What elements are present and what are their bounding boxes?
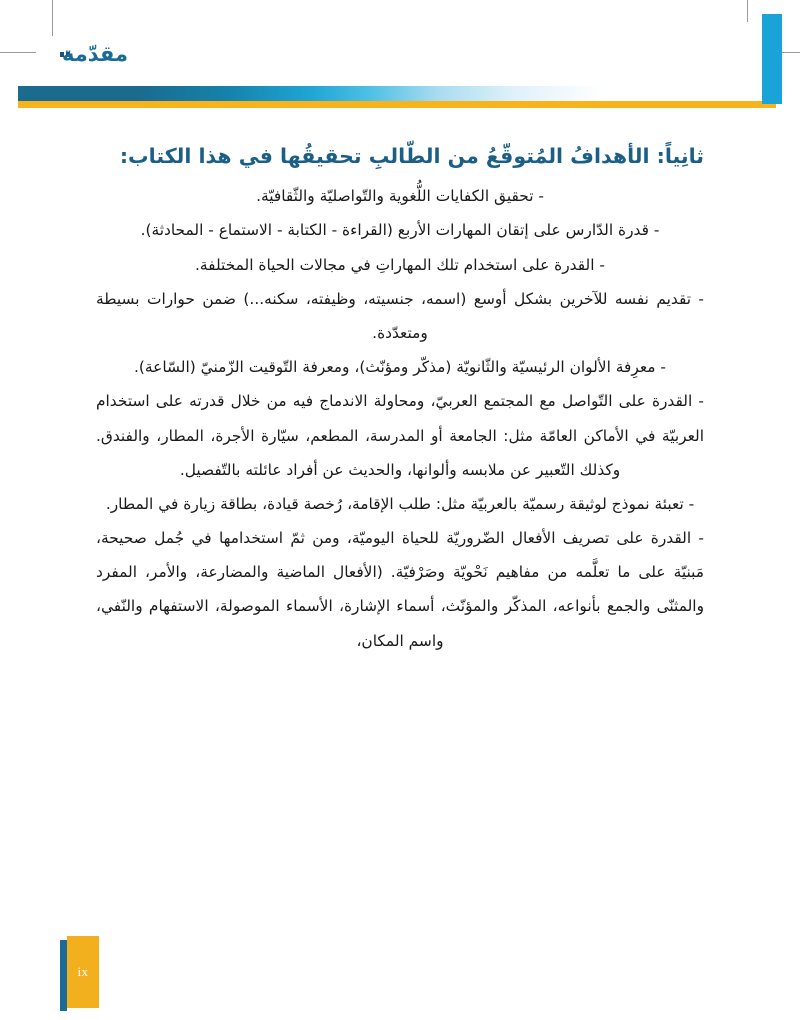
- section-heading: ثانِياً: الأهدافُ المُتوقّعُ من الطّالبِ تحقيقُها في هذا الكتاب:: [119, 144, 704, 168]
- list-item: - تقديم نفسه للآخرين بشكل أوسع (اسمه، جنسيته، وظيفته، سكنه...) ضمن حوارات بسيطة ومتعدّدة.: [96, 289, 704, 342]
- footer-blue-accent: [60, 940, 67, 1011]
- page-footer: [60, 936, 99, 1008]
- list-item: - تحقيق الكفايات اللُّغوية والتّواصليّة والثّقافيّة.: [256, 187, 544, 206]
- list-item: - تعبئة نموذج لوثيقة رسميّة بالعربيّة مثل: طلب الإقامة، رُخصة قيادة، بطاقة زيارة في المطار.: [105, 494, 695, 513]
- crop-mark-top-right-vertical: [747, 0, 748, 22]
- crop-mark-top-left-vertical: [52, 0, 53, 36]
- list-item: - القدرة على التّواصل مع المجتمع العربيّ، ومحاولة الاندماج فيه من خلال قدرته على استخدام العربيّة في الأماكن العامّة مثل: الجامعة أو المدرسة، المطعم، سيّارة الأجرة، المطار، والفندق. وكذلك التّعبير عن ملابسه وألوانها، والحديث عن أفراد عائلته بالتّفصيل.: [96, 392, 704, 479]
- list-item: - القدرة على استخدام تلك المهاراتِ في مجالات الحياة المختلفة.: [195, 255, 605, 274]
- header-yellow-rule: [18, 101, 776, 108]
- objectives-list: [96, 179, 704, 658]
- list-item: - القدرة على تصريف الأفعال الضّروريّة للحياة اليوميّة، ومن ثمّ استخدامها في جُمل صحيحة، مَبنيّة على ما تعلَّمه من مفاهيم نَحْويّة وصَرْفيّة. (الأفعال الماضية والمضارعة، والأمر، المفرد والمثنّى والجمع بأنواعه، المذكّر والمؤنّث، أسماء الإشارة، الأسماء الموصولة، الاستفهام والنّفي، واسم المكان،: [96, 529, 704, 650]
- header-right-blue-tab: [762, 14, 782, 104]
- crop-mark-top-left-horizontal: [0, 52, 36, 53]
- list-item: - معرِفة الألوان الرئيسيّة والثّانويّة (مذكّر ومؤنّث)، ومعرفة التّوقيت الزّمنيّ (السّاعة).: [134, 358, 666, 377]
- list-item: - قدرة الدّارس على إتقان المهارات الأربع (القراءة - الكتابة - الاستماع - المحادثة).: [140, 221, 660, 240]
- running-header-label: مقدّمة: [62, 42, 128, 66]
- page-content: [96, 140, 704, 658]
- header-gradient-rule: [18, 86, 768, 101]
- page-number: ix: [67, 936, 99, 1008]
